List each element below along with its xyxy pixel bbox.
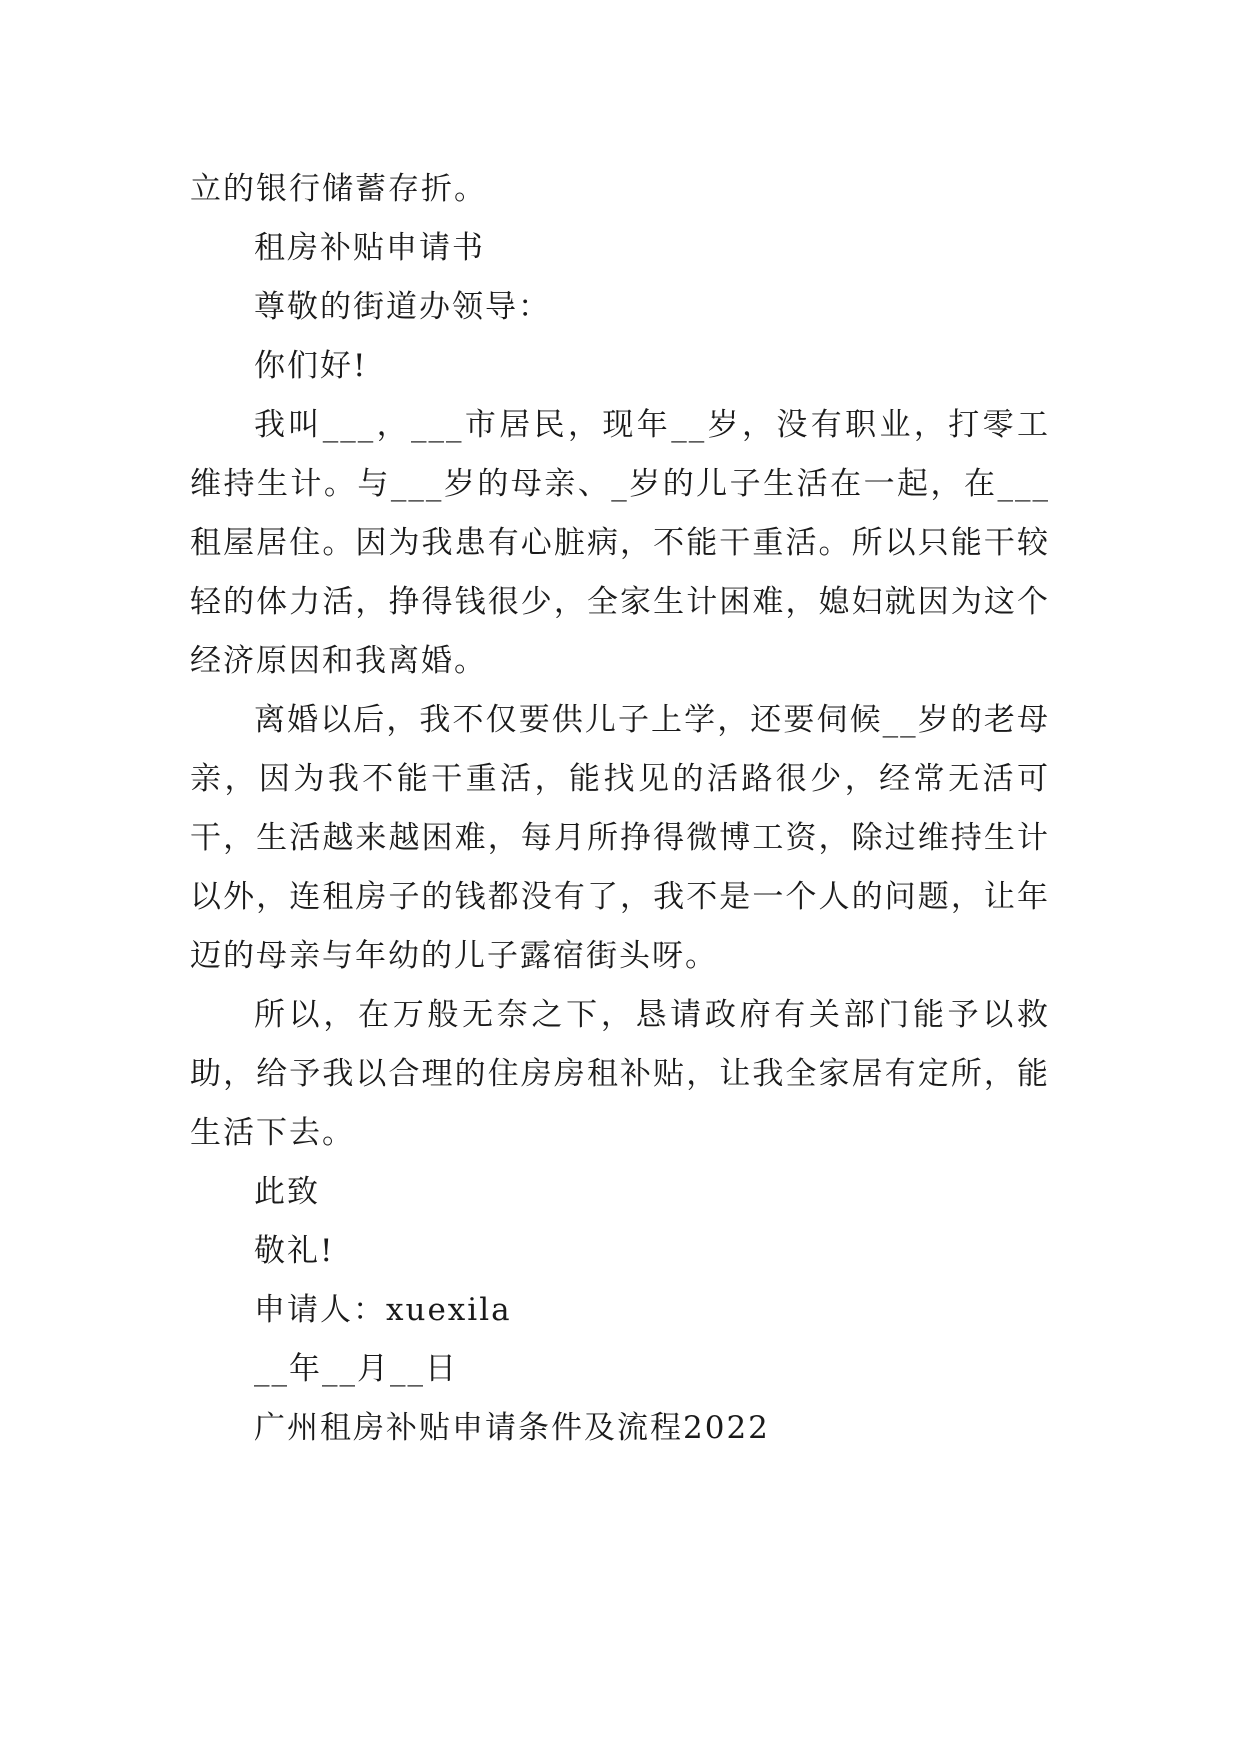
date-line: __年__月__日	[254, 1351, 458, 1387]
salutation: 尊敬的街道办领导：	[254, 289, 551, 325]
greeting: 你们好!	[254, 348, 368, 384]
continuation-text: 立的银行储蓄存折。	[190, 171, 487, 207]
next-section-heading: 广州租房补贴申请条件及流程2022	[254, 1410, 770, 1446]
body-paragraph-3: 所以，在万般无奈之下，恳请政府有关部门能予以救助，给予我以合理的住房房租补贴，让我全家居有定所，能生活下去。	[190, 997, 1050, 1151]
document-title: 租房补贴申请书	[254, 230, 485, 266]
closing-line-2: 敬礼!	[254, 1233, 335, 1269]
body-paragraph-1: 我叫___，___市居民，现年__岁，没有职业，打零工维持生计。与___岁的母亲、_岁的儿子生活在一起，在___租屋居住。因为我患有心脏病，不能干重活。所以只能干较轻的体力活，挣得钱很少，全家生计困难，媳妇就因为这个经济原因和我离婚。	[190, 407, 1050, 679]
document-page	[190, 160, 1050, 1458]
applicant-line: 申请人：xuexila	[254, 1292, 512, 1328]
body-paragraph-2: 离婚以后，我不仅要供儿子上学，还要伺候__岁的老母亲，因为我不能干重活，能找见的活路很少，经常无活可干，生活越来越困难，每月所挣得微博工资，除过维持生计以外，连租房子的钱都没有了，我不是一个人的问题，让年迈的母亲与年幼的儿子露宿街头呀。	[190, 702, 1050, 974]
closing-line-1: 此致	[254, 1174, 320, 1210]
